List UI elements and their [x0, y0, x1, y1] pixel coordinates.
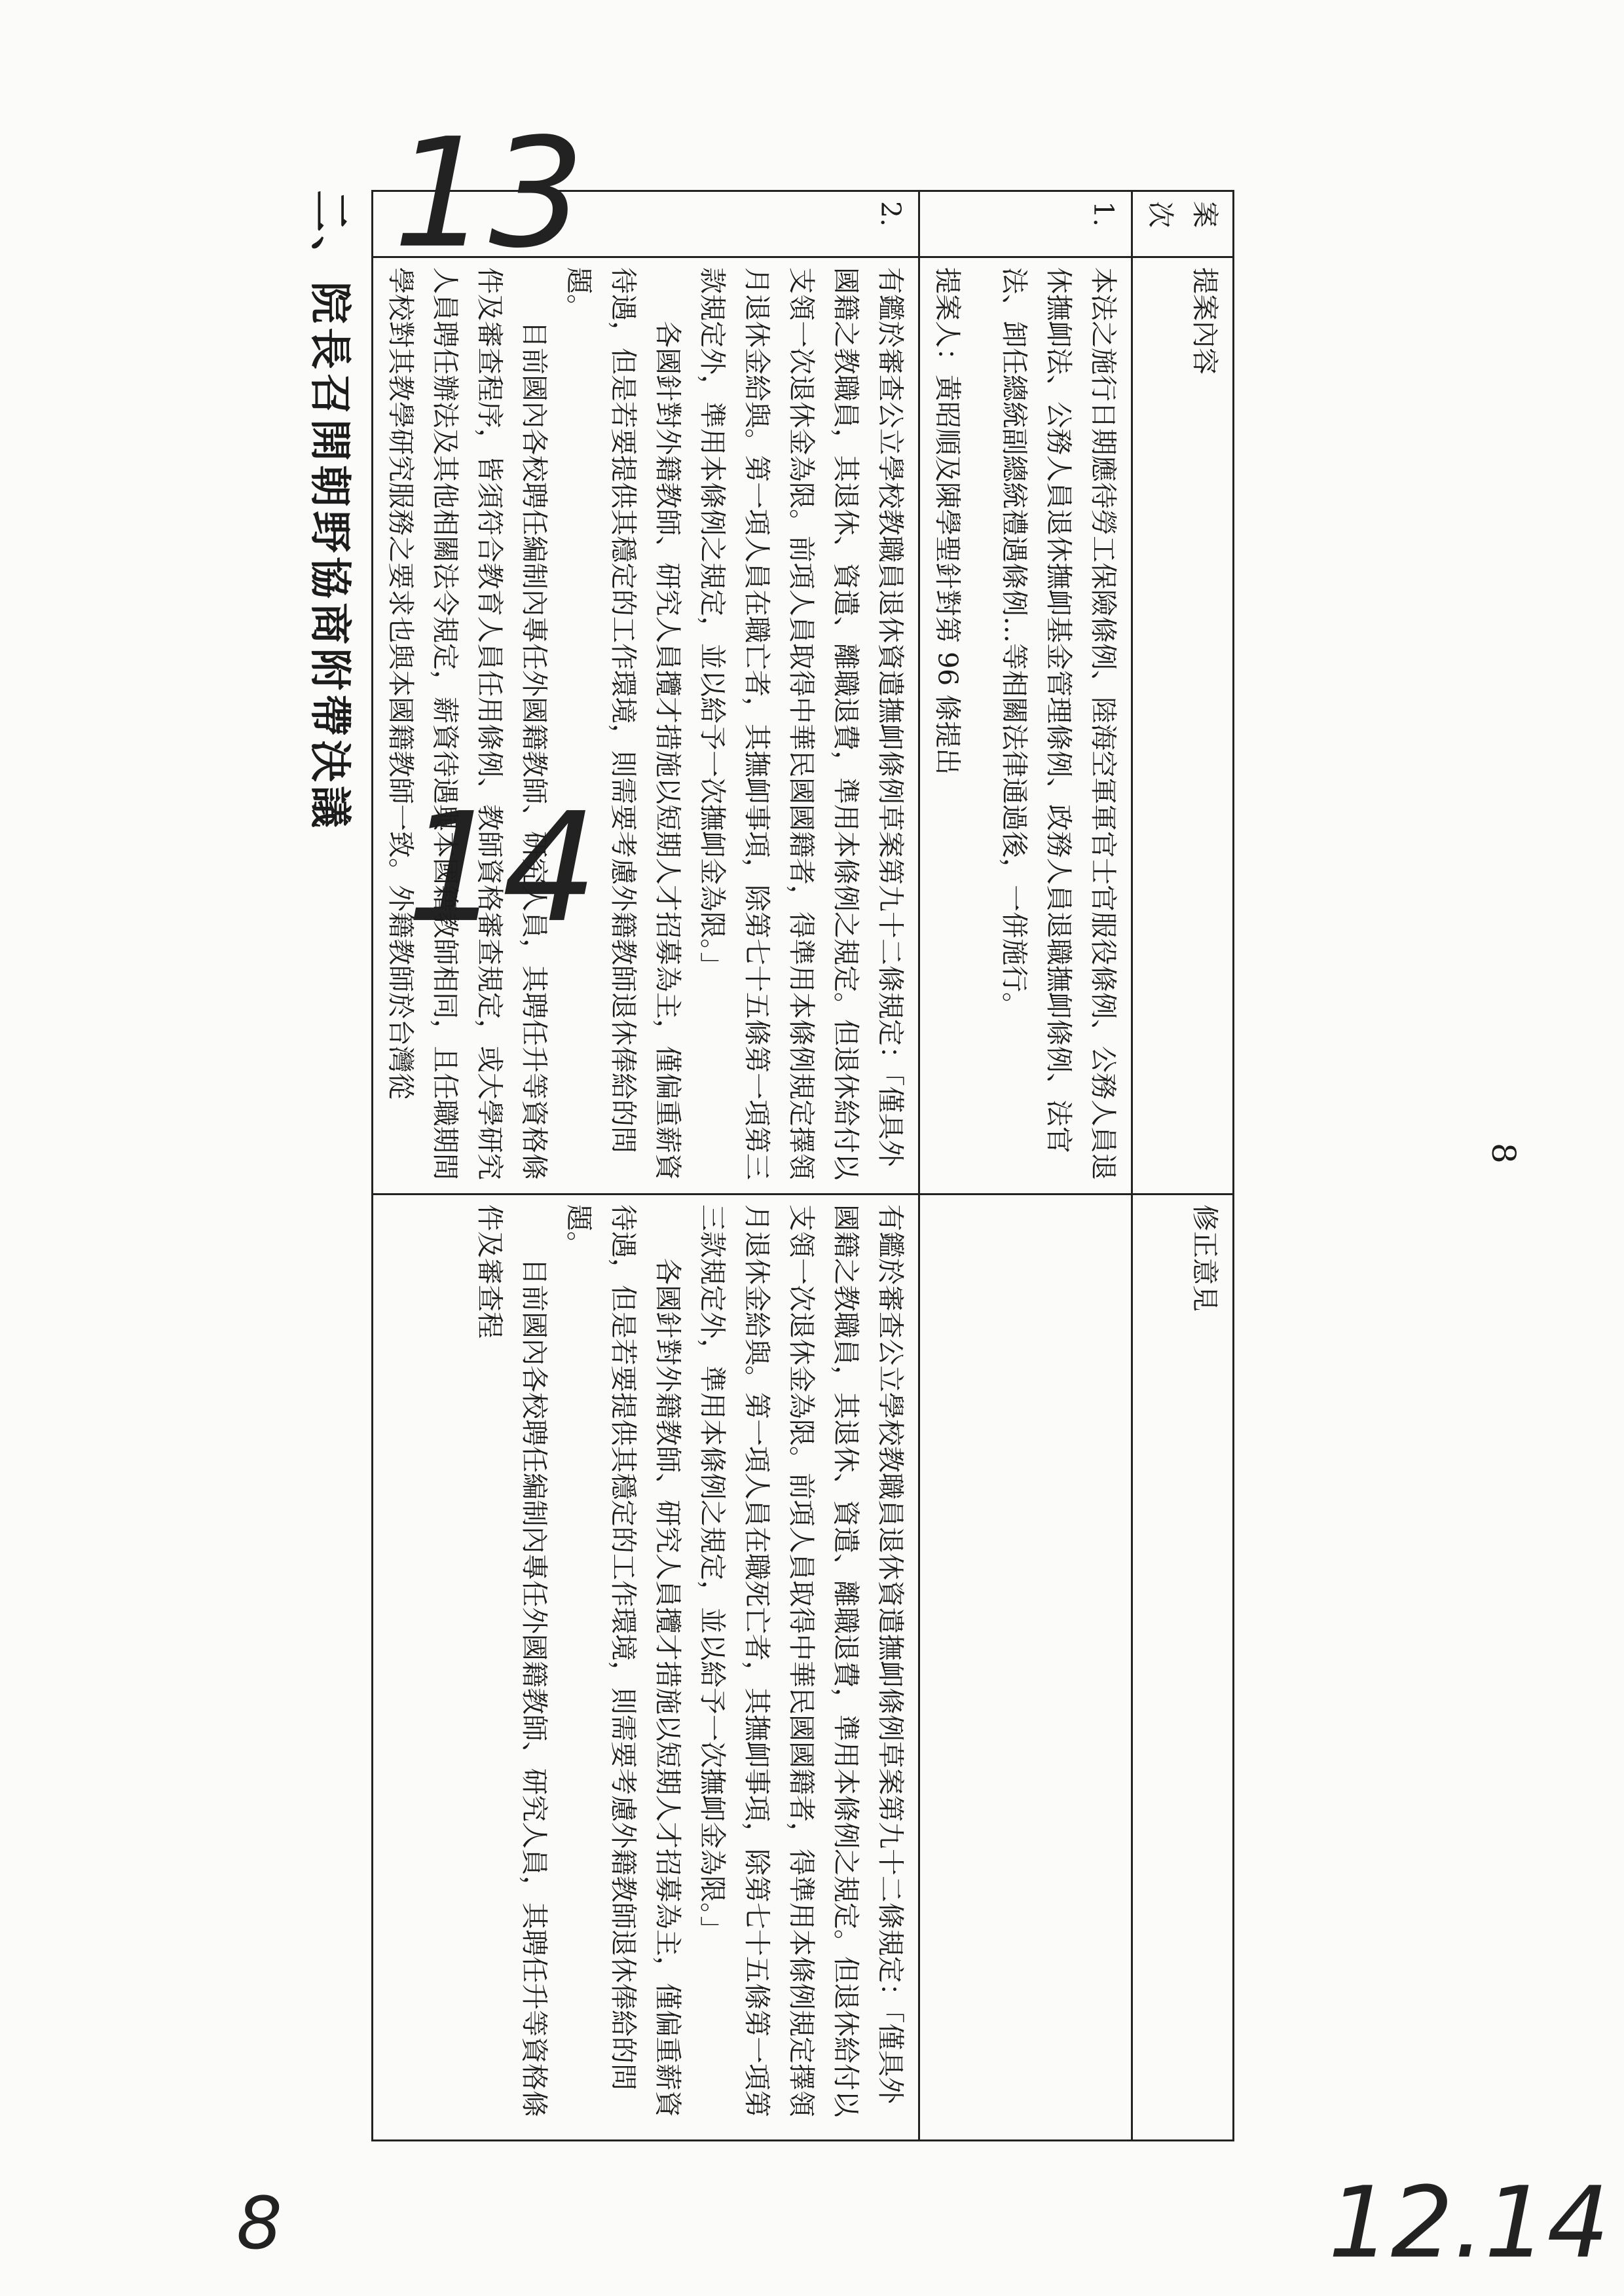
opinion-paragraph: 目前國內各校聘任編制內專任外國籍教師、研究人員，其聘任升等資格條件及審查程 — [474, 1204, 550, 2117]
content-text: 本法之施行日期應待勞工保險條例、陸海空軍軍官士官服役條例、公務人員退休撫卹法、公務人員退休撫卹基金管理條例、政務人員退職撫卹條例、法官法、卸任總統副總統禮遇條例…等相關法律通過後，一併施行。 — [999, 267, 1119, 1180]
table-header-row — [1132, 191, 1234, 2141]
handwritten-mark-13: 13 — [393, 106, 585, 282]
row-content — [919, 257, 1132, 1194]
header-opinion: 修正意見 — [1132, 1194, 1234, 2141]
table-row — [919, 191, 1132, 2141]
content-paragraph: 目前國內各校聘任編制內專任外國籍教師、研究人員，其聘任升等資格條件及審查程序，皆須符合教育人員任用條例、教師資格審查規定，或大學研究人員聘任辦法及其他相關法令規定，薪資待遇與本國籍教師相同，且任職期間學校對其教學研究服務之要求也與本國籍教師一致。外籍教師於台灣從 — [385, 267, 550, 1180]
row-opinion — [373, 1194, 919, 2141]
opinion-paragraph: 有鑑於審查公立學校教職員退休資遣撫卹條例草案第九十二條規定：「僅具外國籍之教職員，其退休、資遣、離職退費，準用本條例之規定。但退休給付以支領一次退休金為限。前項人員取得中華民國國籍者，得準用本條例規定擇領月退休金給與。第一項人員在職死亡者，其撫卹事項，除第七十五條第一項第三款規定外，準用本條例之規定，並以給予一次撫卹金為限。」 — [697, 1204, 906, 2117]
header-number: 案次 — [1132, 191, 1234, 257]
row-opinion — [919, 1194, 1132, 2141]
motions-table — [371, 190, 1234, 2141]
content-paragraph: 各國針對外籍教師、研究人員攬才措施以短期人才招募為主，僅偏重薪資待遇，但是若要提供其穩定的工作環境，則需要考慮外籍教師退休俸給的問題。 — [563, 267, 684, 1180]
handwritten-mark-14: 14 — [406, 781, 598, 956]
content-paragraph: 有鑑於審查公立學校教職員退休資遣撫卹條例草案第九十二條規定：「僅具外國籍之教職員，其退休、資遣、離職退費，準用本條例之規定。但退休給付以支領一次退休金為限。前項人員取得中華民國國籍者，得準用本條例規定擇領月退休金給與。第一項人員在職亡者，其撫卹事項，除第七十五條第一項第三款規定外，準用本條例之規定，並以給予一次撫卹金為限。」 — [697, 267, 906, 1180]
handwritten-date: 12.14 — [1328, 2166, 1610, 2280]
opinion-paragraph: 各國針對外籍教師、研究人員攬才措施以短期人才招募為主，僅偏重薪資待遇，但是若要提供其穩定的工作環境，則需要考慮外籍教師退休俸給的問題。 — [563, 1204, 684, 2117]
row-content — [373, 257, 919, 1194]
table-row — [373, 191, 919, 2141]
row-number: 1. — [919, 191, 1132, 257]
page-heading: 二、院長召開朝野協商附帶決議 — [305, 190, 354, 832]
handwritten-page-number: 8 — [236, 2181, 282, 2265]
footer-page-number: 8 — [1485, 1143, 1522, 1164]
row-number: 2. — [373, 191, 919, 257]
header-content: 提案內容 — [1132, 257, 1234, 1194]
proposer-text: 提案人：黃昭順及陳學聖針對第 96 條提出 — [932, 267, 963, 775]
